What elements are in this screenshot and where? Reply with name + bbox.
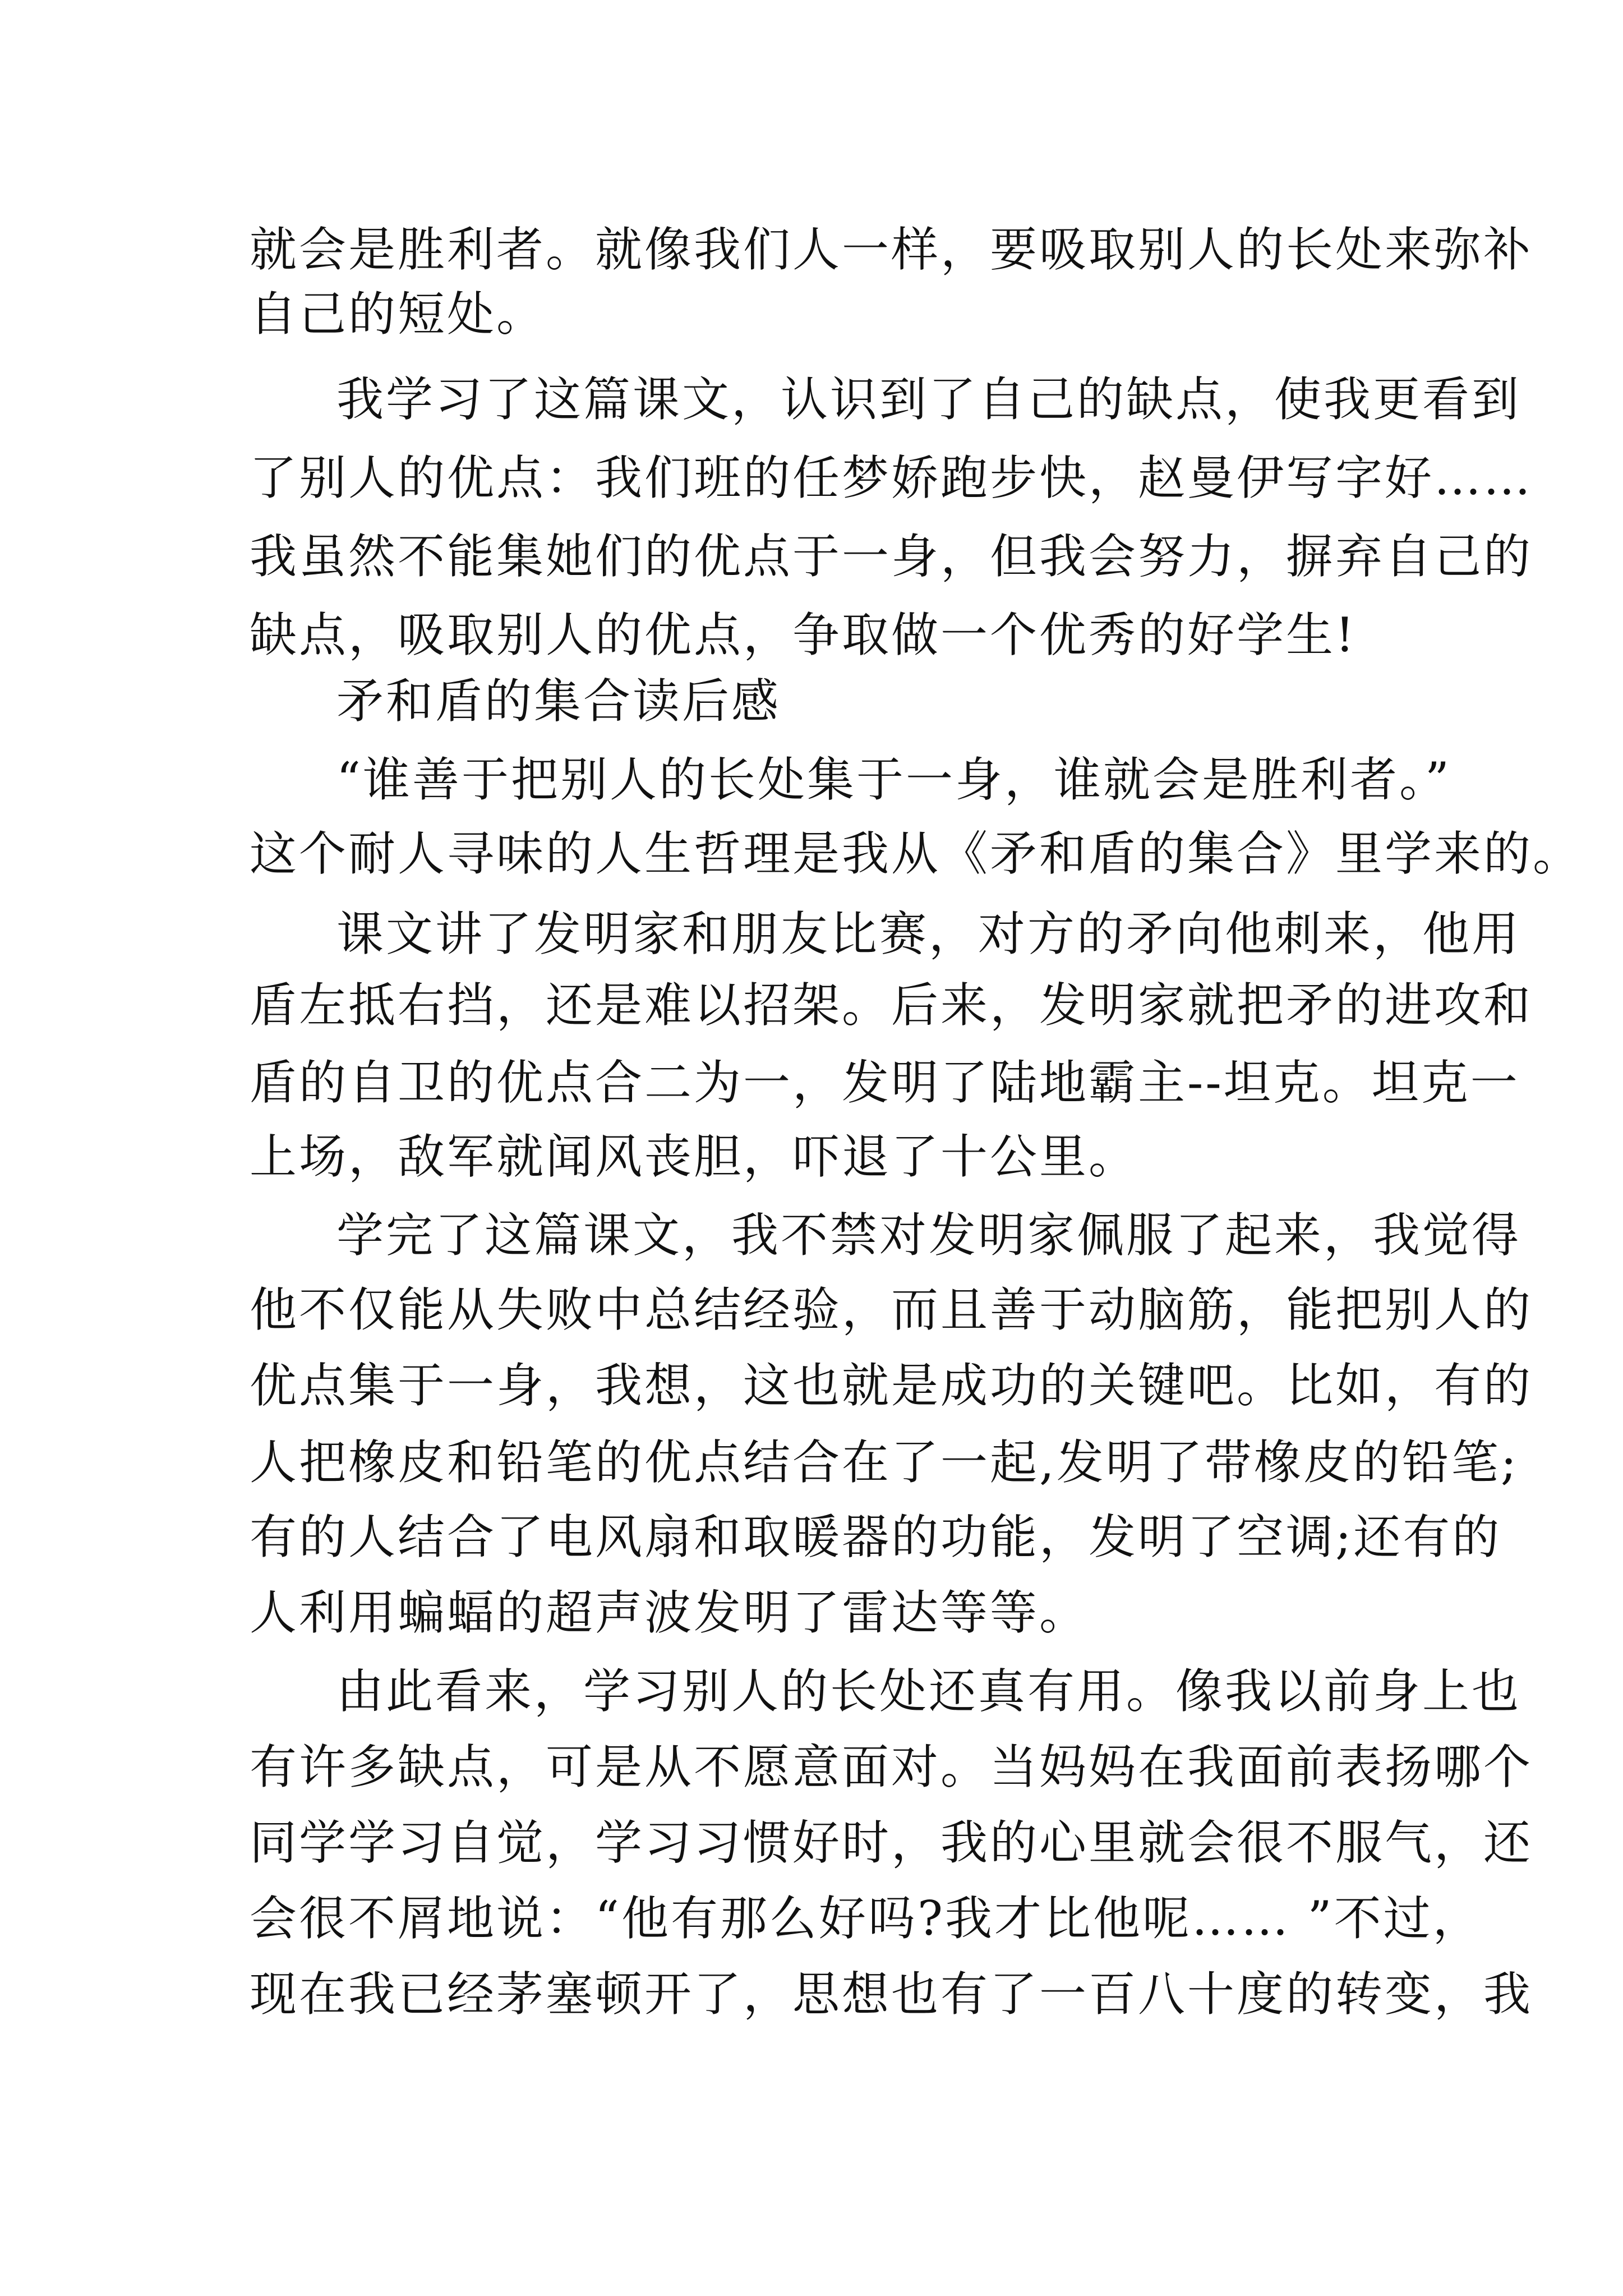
text-line-20: 由此看来，学习别人的长处还真有用。像我以前身上也 (336, 1664, 1521, 1719)
text-line-21: 有许多缺点，可是从不愿意面对。当妈妈在我面前表扬哪个 (250, 1740, 1533, 1795)
text-line-1: 就会是胜利者。就像我们人一样，要吸取别人的长处来弥补 (250, 222, 1533, 277)
text-line-4: 了别人的优点：我们班的任梦娇跑步快，赵曼伊写字好…… (250, 450, 1533, 505)
text-line-9: 这个耐人寻味的人生哲理是我从《矛和盾的集合》里学来的。 (250, 826, 1583, 881)
text-line-12: 盾的自卫的优点合二为一，发明了陆地霸主--坦克。坦克一 (250, 1055, 1520, 1110)
text-line-19: 人利用蝙蝠的超声波发明了雷达等等。 (250, 1585, 1089, 1640)
text-line-5: 我虽然不能集她们的优点于一身，但我会努力，摒弃自己的 (250, 529, 1533, 584)
text-line-24: 现在我已经茅塞顿开了，思想也有了一百八十度的转变，我 (250, 1967, 1533, 2022)
text-line-18: 有的人结合了电风扇和取暖器的功能，发明了空调;还有的 (250, 1510, 1502, 1565)
text-line-13: 上场，敌军就闻风丧胆，吓退了十公里。 (250, 1129, 1138, 1184)
text-line-14: 学完了这篇课文，我不禁对发明家佩服了起来，我觉得 (336, 1208, 1521, 1263)
text-line-15: 他不仅能从失败中总结经验，而且善于动脑筋，能把别人的 (250, 1282, 1533, 1337)
text-line-3: 我学习了这篇课文，认识到了自己的缺点，使我更看到 (336, 372, 1521, 427)
text-line-10: 课文讲了发明家和朋友比赛，对方的矛向他刺来，他用 (336, 907, 1521, 961)
text-line-11: 盾左抵右挡，还是难以招架。后来，发明家就把矛的进攻和 (250, 978, 1533, 1033)
section-heading: 矛和盾的集合读后感 (336, 674, 781, 729)
text-line-6: 缺点，吸取别人的优点，争取做一个优秀的好学生! (250, 608, 1357, 662)
text-line-2: 自己的短处。 (250, 287, 546, 342)
text-line-16: 优点集于一身，我想，这也就是成功的关键吧。比如，有的 (250, 1358, 1533, 1413)
text-line-8: “谁善于把别人的长处集于一身，谁就会是胜利者。” (336, 752, 1451, 807)
text-line-17: 人把橡皮和铅笔的优点结合在了一起,发明了带橡皮的铅笔; (250, 1435, 1519, 1490)
text-line-23: 会很不屑地说：“他有那么好吗?我才比他呢…… ”不过， (250, 1891, 1482, 1946)
text-line-22: 同学学习自觉，学习习惯好时，我的心里就会很不服气，还 (250, 1815, 1533, 1870)
